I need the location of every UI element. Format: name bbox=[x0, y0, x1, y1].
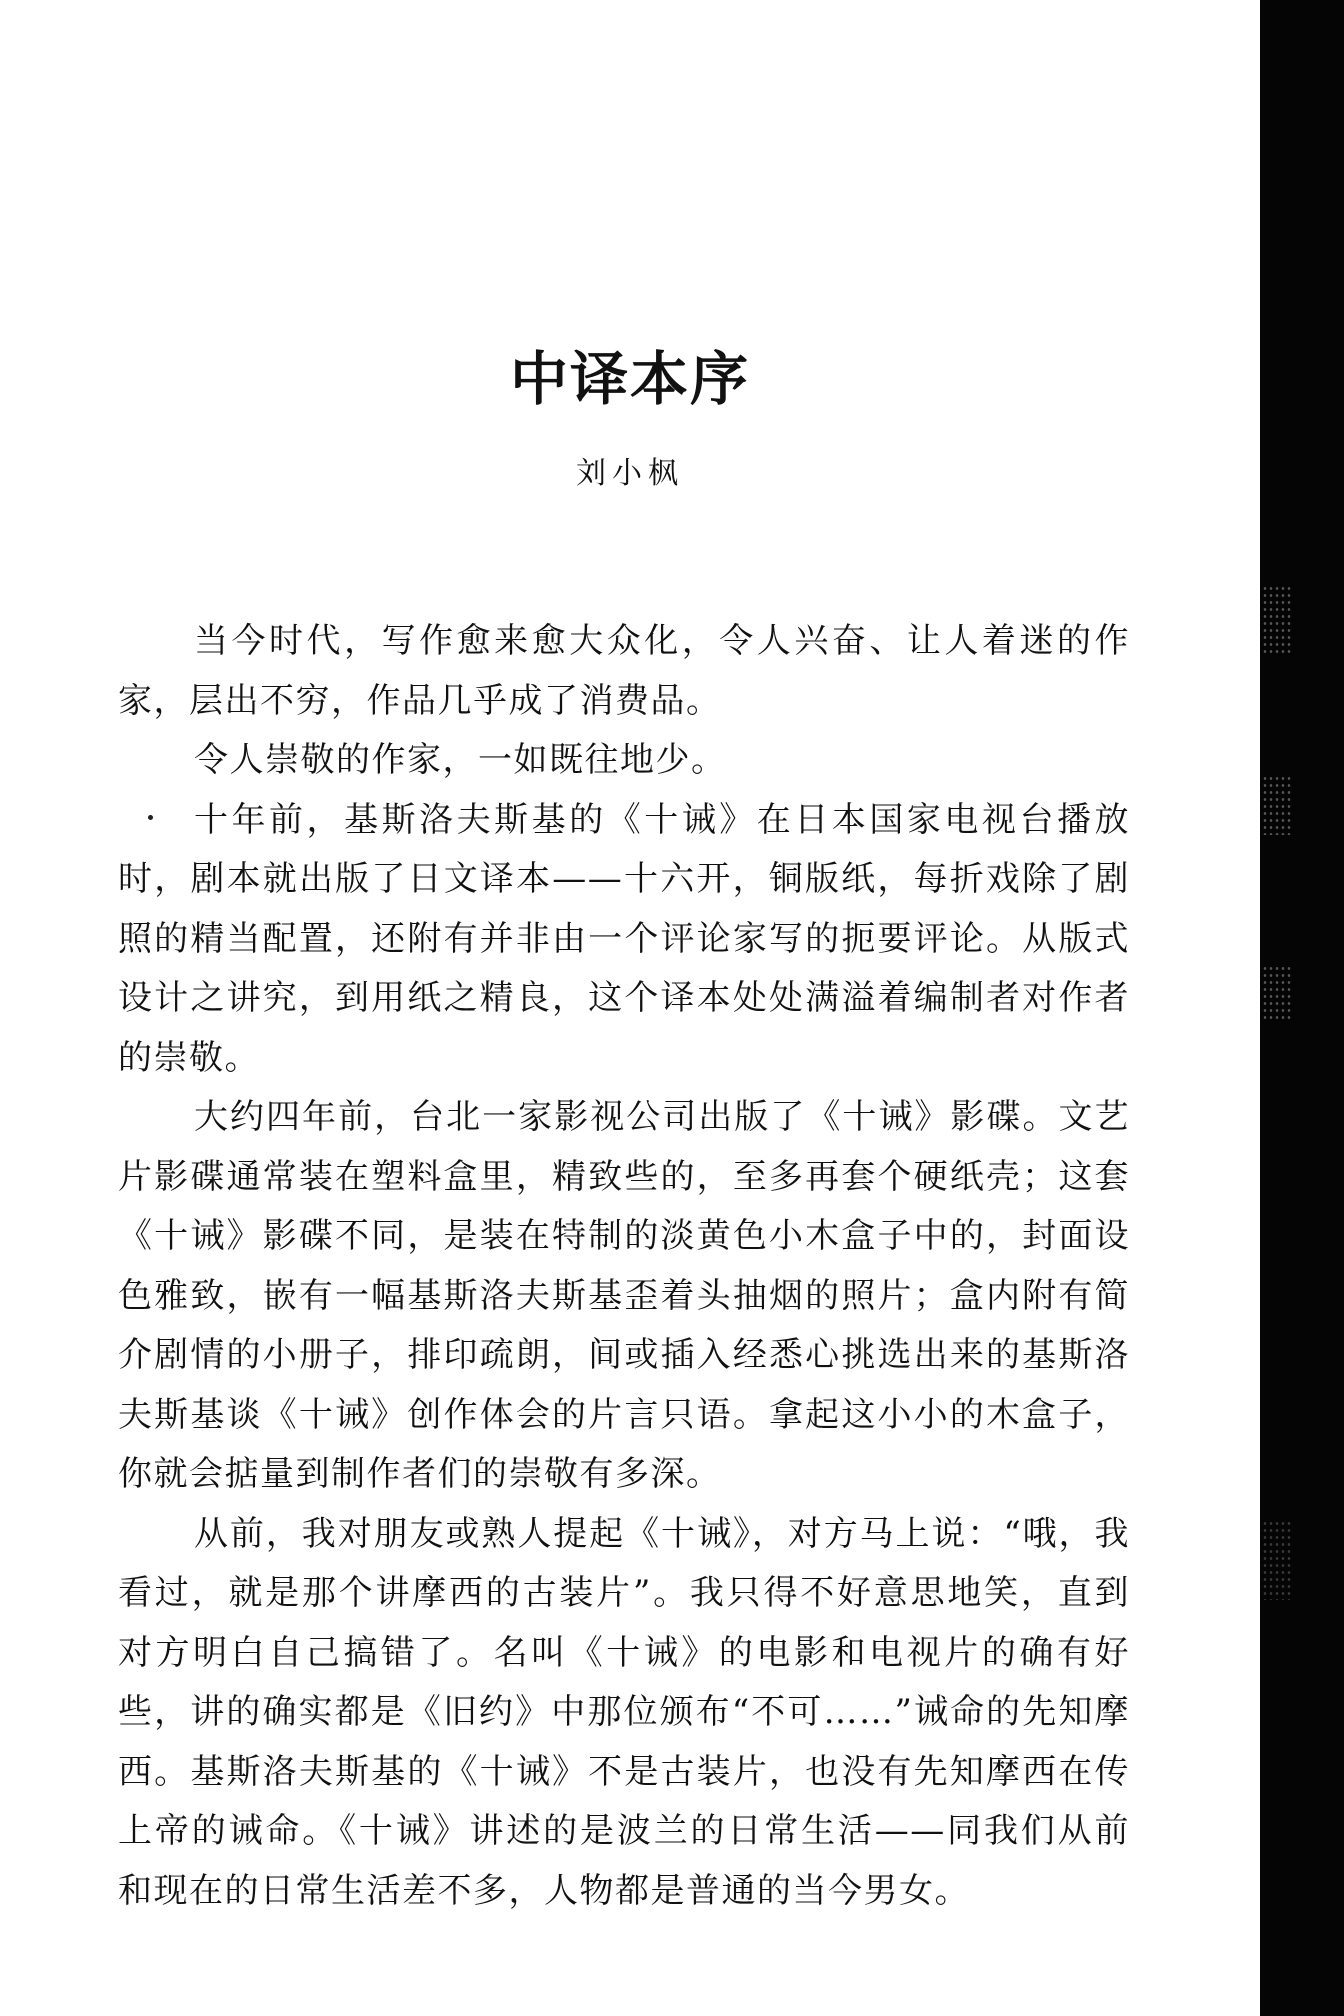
paragraph-5: 从前，我对朋友或熟人提起《十诫》，对方马上说：“哦，我看过，就是那个讲摩西的古装片”。我只得不好意思地笑，直到对方明白自己搞错了。名叫《十诫》的电影和电视片的确有好些，讲的确实都是《旧约》中那位颁布“不可……”诫命的先知摩西。基斯洛夫斯基的《十诫》不是古装片，也没有先知摩西在传上帝的诫命。《十诫》讲述的是波兰的日常生活——同我们从前和现在的日常生活差不多，人物都是普通的当今男女。 bbox=[118, 1513, 1130, 1911]
paragraph-3: 十年前，基斯洛夫斯基的《十诫》在日本国家电视台播放时，剧本就出版了日文译本——十六开，铜版纸，每折戏除了剧照的精当配置，还附有并非由一个评论家写的扼要评论。从版式设计之讲究，到用纸之精良，这个译本处处满溢着编制者对作者的崇敬。 bbox=[118, 799, 1130, 1078]
scan-noise bbox=[1262, 775, 1292, 835]
scan-noise bbox=[1262, 585, 1292, 655]
scan-speck bbox=[148, 815, 153, 820]
scan-noise bbox=[1262, 1520, 1292, 1600]
paragraph-4: 大约四年前，台北一家影视公司出版了《十诫》影碟。文艺片影碟通常装在塑料盒里，精致些的，至多再套个硬纸壳；这套《十诫》影碟不同，是装在特制的淡黄色小木盒子中的，封面设色雅致，嵌有一幅基斯洛夫斯基歪着头抽烟的照片；盒内附有简介剧情的小册子，排印疏朗，间或插入经悉心挑选出来的基斯洛夫斯基谈《十诫》创作体会的片言只语。拿起这小小的木盒子，你就会掂量到制作者们的崇敬有多深。 bbox=[118, 1097, 1130, 1494]
page-title: 中译本序 bbox=[509, 345, 750, 413]
author-name: 刘小枫 bbox=[576, 456, 684, 491]
scan-noise bbox=[1262, 965, 1292, 1020]
paragraph-2: 令人崇敬的作家，一如既往地少。 bbox=[194, 740, 727, 780]
paragraph-1: 当今时代，写作愈来愈大众化，令人兴奋、让人着迷的作家，层出不穷，作品几乎成了消费品。 bbox=[118, 621, 1130, 721]
body-text bbox=[118, 612, 1130, 1921]
